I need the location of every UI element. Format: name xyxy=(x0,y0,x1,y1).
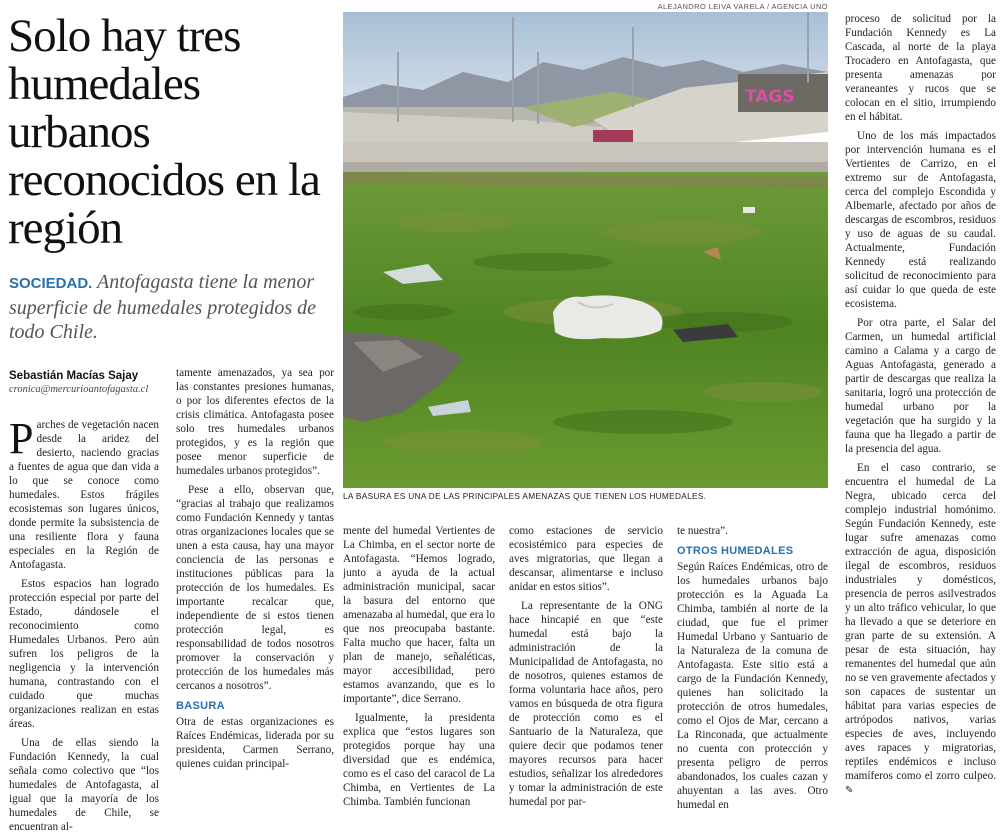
dropcap: P xyxy=(9,418,34,463)
subhead-text: Antofagasta tiene la menor superficie de humedales protegidos de todo Chile. xyxy=(9,271,316,343)
paragraph: Por otra parte, el Salar del Carmen, un humedal artificial camino a Calama y a cargo de Aguas Antofagasta, generado a partir de descargas que realiza la sanitaria, logró una protección de humedal urbano por la vegetación que ha surgido y la fauna que ha llegado a partir de la presencia del agua. xyxy=(845,317,996,455)
section-heading-otros-humedales: OTROS HUMEDALES xyxy=(677,545,794,557)
paragraph: La representante de la ONG hace hincapié en que “este humedal está bajo la administración de la Municipalidad de Antofagasta, no de nosotros, quienes estamos de forma voluntaria hace años, pero vamos en búsqueda de otra figura de protección como es el Santuario de la Naturaleza, que quiere decir que podamos tener mayores recursos para hacer estudios, señalizar los alrededores y tomar la administración de este humedal por par- xyxy=(509,600,663,808)
paragraph: como estaciones de servicio ecosistémico para especies de aves migratorias, que llegan a descansar, alimentarse e incluso anidar en estos sitios”. xyxy=(509,525,663,593)
paragraph: Parches de vegetación nacen desde la aridez del desierto, naciendo gracias a fuentes de agua que dan vida a lo que se conoce como humedales. Estos frágiles ecosistemas son lugares únicos, donde permite la subsistencia de una resiliente flora y fauna especiales en la Región de Antofagasta. xyxy=(9,418,159,571)
column-3 xyxy=(343,524,495,834)
paragraph: mente del humedal Vertientes de La Chimba, en el sector norte de Antofagasta. “Hemos logrado, junto a ayuda de la actual administración municipal, sacar la basura del entorno que amenazaba al humedal, que era lo que nos preocupaba bastante. Falta mucho que hacer, falta un plan de manejo, señaléticas, mayor accesibilidad, pero estamos avanzando, que es lo importante”, dice Serrano. xyxy=(343,525,495,705)
column-5 xyxy=(677,524,828,834)
graffiti-tag: TAGS xyxy=(745,87,795,107)
paragraph: Según Raíces Endémicas, otro de los humedales urbanos bajo protección es la Aguada La Chimba, también al norte de la ciudad, que fue el primer Humedal Urbano y Santuario de la Naturaleza de la comuna de Antofagasta. Este sitio está a cargo de la Fundación Kennedy, quienes han solicitado la protección de otros humedales, como el Ojos de Mar, cercano a La Rinconada, que actualmente no cuenta con protección y presenta peligro de perros abandonados, los cuales cazan y ahuyentan a las aves. Otro humedal en xyxy=(677,561,828,811)
article-photo xyxy=(343,12,828,488)
subhead xyxy=(9,270,335,344)
headline: Solo hay tres humedales urbanos reconocidos en la región xyxy=(8,10,320,254)
paragraph: Estos espacios han logrado protección especial por parte del Estado, dándosele el reconocimiento como Humedales Urbanos. Pero aún sufren los peligros de la negligencia y la intervención humana, contrastando con el cuidado que muchas organizaciones realizan en estas áreas. xyxy=(9,578,159,730)
photo-illustration xyxy=(343,12,828,488)
paragraph: proceso de solicitud por la Fundación Kennedy es La Cascada, al norte de la playa Trocadero en Antofagasta, que presenta amenazas por veraneantes y rucos que se colocan en el sitio, irrumpiendo en el hábitat. xyxy=(845,13,996,123)
photo-credit: ALEJANDRO LEIVA VARELA / AGENCIA UNO xyxy=(657,2,828,11)
paragraph: Uno de los más impactados por intervención humana es el Vertientes de Carrizo, en el extremo sur de Antofagasta, cerca del complejo Escondida y Albemarle, afectado por años de descargas de escombros, residuos y uso de aguas de su caudal. Actualmente, Fundación Kennedy está realizando solicitud de reconocimiento para así cuidar lo que queda de este ecosistema. xyxy=(845,130,996,310)
author-name: Sebastián Macías Sajay xyxy=(9,370,139,382)
section-kicker: SOCIEDAD. xyxy=(9,275,93,292)
section-heading-basura: BASURA xyxy=(176,700,225,712)
paragraph: Pese a ello, observan que, “gracias al trabajo que realizamos como Fundación Kennedy y tantas otras organizaciones locales que se unen a esta causa, hay una mayor conciencia de las personas e instituciones públicas para la protección de los humedales. Es importante recalcar que, independiente de si estos tienen protección legal, es responsabilidad de todos nosotros promover la conservación y protección de los humedales más cercanos a nosotros”. xyxy=(176,484,334,692)
column-1 xyxy=(9,418,159,834)
photo-caption: LA BASURA ES UNA DE LAS PRINCIPALES AMENAZAS QUE TIENEN LOS HUMEDALES. xyxy=(343,491,707,501)
paragraph: En el caso contrario, se encuentra el humedal de La Negra, ubicado cerca del complejo industrial homónimo. Según Fundación Kennedy, este lugar sufre amenazas como extracción de agua, disposición ilegal de escombros, residuos industriales y domésticos, presencia de perros asilvestrados y un alto tráfico vehicular, lo que ha llevado a que se deteriore en gran parte de su extensión. A pesar de esta situación, hay remanentes del humedal que aún no se ven gravemente afectados y son capaces de sustentar un hábitat para varias especies de artrópodos nativos, varias especies de aves, incluyendo aves rapaces y migratorias, reptiles endémicos e incluso mamíferos como el zorro culpeo. ✎ xyxy=(845,462,996,796)
paragraph: Igualmente, la presidenta explica que “estos lugares son protegidos porque hay una diversidad que es endémica, como es el caso del caracol de La Chimba, en Vertientes de La Chimba. También funcionan xyxy=(343,712,495,808)
paragraph: Una de ellas siendo la Fundación Kennedy, la cual señala como colectivo que “los humedales de Antofagasta, al igual que la mayoría de los humedales de Chile, se encuentran al- xyxy=(9,737,159,833)
paragraph: Otra de estas organizaciones es Raíces Endémicas, liderada por su presidenta, Carmen Serrano, quienes cuidan principal- xyxy=(176,716,334,770)
byline xyxy=(9,370,169,395)
author-email[interactable]: cronica@mercurioantofagasta.cl xyxy=(9,384,149,395)
column-2 xyxy=(176,366,334,834)
paragraph: tamente amenazados, ya sea por las constantes presiones humanas, o por los diferentes efectos de la crisis climática. Antofagasta posee solo tres humedales urbanos protegidos, y es la región que posee menor superficie de humedales urbanos protegidos”. xyxy=(176,367,334,477)
column-4 xyxy=(509,524,663,834)
paragraph: te nuestra”. xyxy=(677,525,728,537)
column-6 xyxy=(845,12,996,834)
end-mark-icon: ✎ xyxy=(845,785,854,796)
